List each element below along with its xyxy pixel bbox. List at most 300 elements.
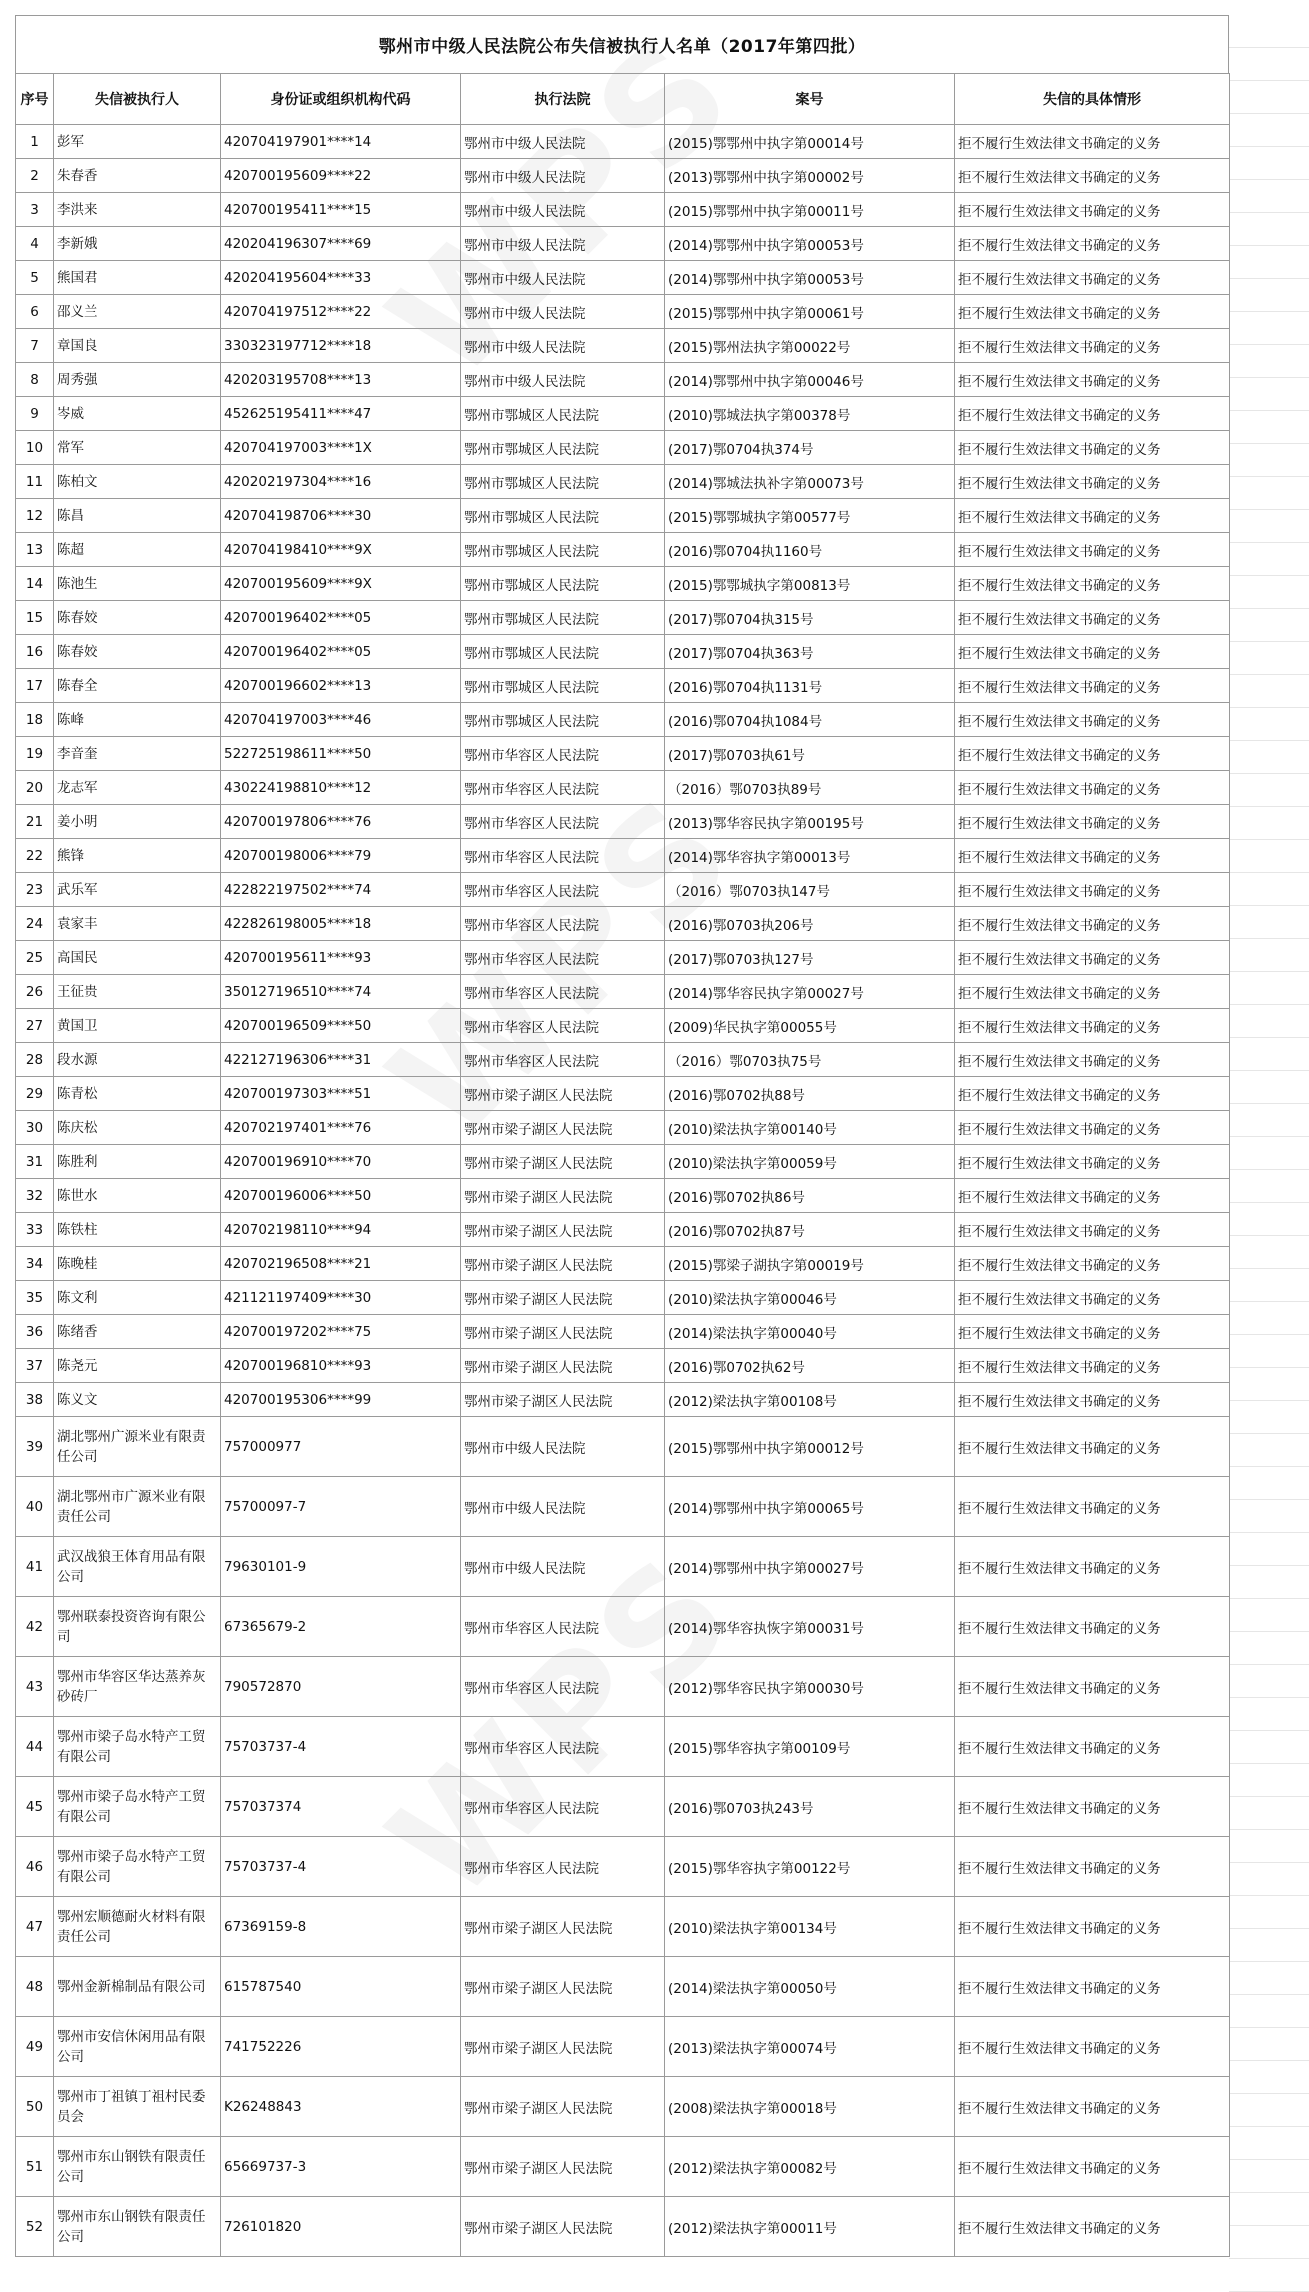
row-case-number: (2010)梁法执字第00140号: [665, 1111, 955, 1145]
row-number: 46: [16, 1837, 54, 1897]
row-court: 鄂州市鄂城区人民法院: [461, 703, 665, 737]
row-court: 鄂州市华容区人民法院: [461, 1597, 665, 1657]
table-row: [16, 1417, 1230, 1477]
row-name: 鄂州金新棉制品有限公司: [54, 1957, 221, 2017]
row-name: 熊国君: [54, 261, 221, 295]
defaulter-table: [15, 73, 1230, 2257]
row-reason: 拒不履行生效法律文书确定的义务: [955, 839, 1230, 873]
row-number: 50: [16, 2077, 54, 2137]
row-case-number: (2016)鄂0702执88号: [665, 1077, 955, 1111]
row-case-number: (2015)鄂华容执字第00122号: [665, 1837, 955, 1897]
header-court: 执行法院: [461, 74, 665, 125]
row-number: 43: [16, 1657, 54, 1717]
row-reason: 拒不履行生效法律文书确定的义务: [955, 1281, 1230, 1315]
table-row: [16, 2197, 1230, 2257]
row-court: 鄂州市梁子湖区人民法院: [461, 1897, 665, 1957]
table-row: [16, 397, 1230, 431]
row-reason: 拒不履行生效法律文书确定的义务: [955, 1111, 1230, 1145]
row-case-number: (2014)鄂鄂州中执字第00027号: [665, 1537, 955, 1597]
table-row: [16, 1315, 1230, 1349]
row-reason: 拒不履行生效法律文书确定的义务: [955, 567, 1230, 601]
row-name: 陈晚桂: [54, 1247, 221, 1281]
row-court: 鄂州市梁子湖区人民法院: [461, 1179, 665, 1213]
row-number: 29: [16, 1077, 54, 1111]
row-court: 鄂州市鄂城区人民法院: [461, 635, 665, 669]
row-reason: 拒不履行生效法律文书确定的义务: [955, 159, 1230, 193]
row-id-code: 420702198110****94: [221, 1213, 461, 1247]
row-reason: 拒不履行生效法律文书确定的义务: [955, 2077, 1230, 2137]
row-reason: 拒不履行生效法律文书确定的义务: [955, 533, 1230, 567]
row-number: 8: [16, 363, 54, 397]
header-row: [16, 74, 1230, 125]
row-case-number: (2015)鄂鄂州中执字第00012号: [665, 1417, 955, 1477]
row-name: 陈峰: [54, 703, 221, 737]
row-number: 11: [16, 465, 54, 499]
row-id-code: 741752226: [221, 2017, 461, 2077]
row-number: 48: [16, 1957, 54, 2017]
row-id-code: 420204195604****33: [221, 261, 461, 295]
row-number: 45: [16, 1777, 54, 1837]
row-id-code: 420700196810****93: [221, 1349, 461, 1383]
row-court: 鄂州市中级人民法院: [461, 227, 665, 261]
row-case-number: (2014)梁法执字第00040号: [665, 1315, 955, 1349]
row-number: 4: [16, 227, 54, 261]
row-reason: 拒不履行生效法律文书确定的义务: [955, 2137, 1230, 2197]
row-name: 鄂州市梁子岛水特产工贸有限公司: [54, 1777, 221, 1837]
row-number: 7: [16, 329, 54, 363]
table-row: [16, 567, 1230, 601]
row-name: 朱春香: [54, 159, 221, 193]
row-reason: 拒不履行生效法律文书确定的义务: [955, 295, 1230, 329]
row-case-number: (2015)鄂鄂城执字第00577号: [665, 499, 955, 533]
row-id-code: K26248843: [221, 2077, 461, 2137]
row-id-code: 420704198706****30: [221, 499, 461, 533]
row-case-number: (2013)梁法执字第00074号: [665, 2017, 955, 2077]
row-court: 鄂州市华容区人民法院: [461, 1837, 665, 1897]
row-court: 鄂州市中级人民法院: [461, 125, 665, 159]
row-reason: 拒不履行生效法律文书确定的义务: [955, 363, 1230, 397]
row-case-number: (2015)鄂华容执字第00109号: [665, 1717, 955, 1777]
row-name: 鄂州市梁子岛水特产工贸有限公司: [54, 1717, 221, 1777]
row-reason: 拒不履行生效法律文书确定的义务: [955, 1597, 1230, 1657]
row-name: 黄国卫: [54, 1009, 221, 1043]
row-reason: 拒不履行生效法律文书确定的义务: [955, 227, 1230, 261]
row-id-code: 420702197401****76: [221, 1111, 461, 1145]
row-court: 鄂州市鄂城区人民法院: [461, 397, 665, 431]
row-court: 鄂州市梁子湖区人民法院: [461, 1145, 665, 1179]
row-reason: 拒不履行生效法律文书确定的义务: [955, 2197, 1230, 2257]
row-reason: 拒不履行生效法律文书确定的义务: [955, 1537, 1230, 1597]
row-name: 陈青松: [54, 1077, 221, 1111]
row-case-number: (2014)梁法执字第00050号: [665, 1957, 955, 2017]
row-number: 23: [16, 873, 54, 907]
row-court: 鄂州市华容区人民法院: [461, 1043, 665, 1077]
row-number: 32: [16, 1179, 54, 1213]
row-case-number: (2016)鄂0704执1084号: [665, 703, 955, 737]
header-case: 案号: [665, 74, 955, 125]
row-number: 12: [16, 499, 54, 533]
row-number: 5: [16, 261, 54, 295]
row-case-number: (2012)梁法执字第00011号: [665, 2197, 955, 2257]
row-case-number: （2016）鄂0703执75号: [665, 1043, 955, 1077]
row-id-code: 420700197303****51: [221, 1077, 461, 1111]
row-reason: 拒不履行生效法律文书确定的义务: [955, 499, 1230, 533]
row-id-code: 420700195609****22: [221, 159, 461, 193]
row-reason: 拒不履行生效法律文书确定的义务: [955, 907, 1230, 941]
table-row: [16, 2137, 1230, 2197]
row-name: 鄂州市丁祖镇丁祖村民委员会: [54, 2077, 221, 2137]
table-row: [16, 1837, 1230, 1897]
row-court: 鄂州市梁子湖区人民法院: [461, 2017, 665, 2077]
row-name: 鄂州宏顺德耐火材料有限责任公司: [54, 1897, 221, 1957]
row-name: 章国良: [54, 329, 221, 363]
row-name: 邵义兰: [54, 295, 221, 329]
table-row: [16, 1247, 1230, 1281]
row-case-number: (2009)华民执字第00055号: [665, 1009, 955, 1043]
row-court: 鄂州市华容区人民法院: [461, 1009, 665, 1043]
row-id-code: 422127196306****31: [221, 1043, 461, 1077]
row-name: 袁家丰: [54, 907, 221, 941]
row-reason: 拒不履行生效法律文书确定的义务: [955, 703, 1230, 737]
row-court: 鄂州市华容区人民法院: [461, 1777, 665, 1837]
row-number: 21: [16, 805, 54, 839]
table-row: [16, 1009, 1230, 1043]
row-name: 岑威: [54, 397, 221, 431]
table-row: [16, 1213, 1230, 1247]
row-reason: 拒不履行生效法律文书确定的义务: [955, 669, 1230, 703]
row-id-code: 522725198611****50: [221, 737, 461, 771]
row-id-code: 726101820: [221, 2197, 461, 2257]
table-row: [16, 227, 1230, 261]
row-number: 19: [16, 737, 54, 771]
row-id-code: 67365679-2: [221, 1597, 461, 1657]
row-case-number: (2016)鄂0702执62号: [665, 1349, 955, 1383]
table-row: [16, 669, 1230, 703]
row-case-number: (2015)鄂鄂城执字第00813号: [665, 567, 955, 601]
row-number: 1: [16, 125, 54, 159]
row-name: 陈超: [54, 533, 221, 567]
row-court: 鄂州市华容区人民法院: [461, 907, 665, 941]
empty-grid-column: [1229, 15, 1309, 2292]
row-name: 鄂州联泰投资咨询有限公司: [54, 1597, 221, 1657]
row-reason: 拒不履行生效法律文书确定的义务: [955, 1417, 1230, 1477]
row-case-number: (2017)鄂0703执61号: [665, 737, 955, 771]
table-row: [16, 805, 1230, 839]
row-name: 陈庆松: [54, 1111, 221, 1145]
row-court: 鄂州市梁子湖区人民法院: [461, 1957, 665, 2017]
row-id-code: 350127196510****74: [221, 975, 461, 1009]
row-court: 鄂州市梁子湖区人民法院: [461, 2137, 665, 2197]
row-court: 鄂州市鄂城区人民法院: [461, 465, 665, 499]
header-id: 身份证或组织机构代码: [221, 74, 461, 125]
row-court: 鄂州市梁子湖区人民法院: [461, 1213, 665, 1247]
row-reason: 拒不履行生效法律文书确定的义务: [955, 1077, 1230, 1111]
row-case-number: (2010)鄂城法执字第00378号: [665, 397, 955, 431]
table-row: [16, 1111, 1230, 1145]
row-name: 鄂州市东山钢铁有限责任公司: [54, 2197, 221, 2257]
table-row: [16, 1383, 1230, 1417]
table-row: [16, 941, 1230, 975]
row-id-code: 420700195306****99: [221, 1383, 461, 1417]
row-number: 25: [16, 941, 54, 975]
row-id-code: 420700196509****50: [221, 1009, 461, 1043]
row-name: 龙志军: [54, 771, 221, 805]
row-reason: 拒不履行生效法律文书确定的义务: [955, 1477, 1230, 1537]
row-number: 40: [16, 1477, 54, 1537]
row-court: 鄂州市梁子湖区人民法院: [461, 1111, 665, 1145]
row-court: 鄂州市中级人民法院: [461, 329, 665, 363]
table-row: [16, 601, 1230, 635]
row-name: 湖北鄂州广源米业有限责任公司: [54, 1417, 221, 1477]
row-case-number: (2014)鄂鄂州中执字第00046号: [665, 363, 955, 397]
row-number: 30: [16, 1111, 54, 1145]
table-row: [16, 1145, 1230, 1179]
row-reason: 拒不履行生效法律文书确定的义务: [955, 635, 1230, 669]
row-number: 38: [16, 1383, 54, 1417]
row-court: 鄂州市中级人民法院: [461, 1477, 665, 1537]
row-case-number: (2016)鄂0702执87号: [665, 1213, 955, 1247]
table-row: [16, 499, 1230, 533]
row-id-code: 420700197806****76: [221, 805, 461, 839]
row-case-number: (2015)鄂梁子湖执字第00019号: [665, 1247, 955, 1281]
table-row: [16, 873, 1230, 907]
row-name: 王征贵: [54, 975, 221, 1009]
row-number: 41: [16, 1537, 54, 1597]
row-case-number: (2012)鄂华容民执字第00030号: [665, 1657, 955, 1717]
row-case-number: (2016)鄂0703执206号: [665, 907, 955, 941]
table-row: [16, 1477, 1230, 1537]
row-court: 鄂州市华容区人民法院: [461, 805, 665, 839]
row-court: 鄂州市中级人民法院: [461, 159, 665, 193]
table-row: [16, 1077, 1230, 1111]
row-name: 熊锋: [54, 839, 221, 873]
row-name: 陈文利: [54, 1281, 221, 1315]
row-court: 鄂州市华容区人民法院: [461, 771, 665, 805]
row-court: 鄂州市中级人民法院: [461, 261, 665, 295]
row-reason: 拒不履行生效法律文书确定的义务: [955, 1349, 1230, 1383]
table-row: [16, 1777, 1230, 1837]
row-court: 鄂州市梁子湖区人民法院: [461, 1349, 665, 1383]
row-id-code: 420700197202****75: [221, 1315, 461, 1349]
row-id-code: 420700196402****05: [221, 635, 461, 669]
row-case-number: (2015)鄂州法执字第00022号: [665, 329, 955, 363]
row-number: 33: [16, 1213, 54, 1247]
row-reason: 拒不履行生效法律文书确定的义务: [955, 1657, 1230, 1717]
row-case-number: (2014)鄂鄂州中执字第00053号: [665, 261, 955, 295]
row-number: 20: [16, 771, 54, 805]
row-number: 17: [16, 669, 54, 703]
table-row: [16, 703, 1230, 737]
row-reason: 拒不履行生效法律文书确定的义务: [955, 125, 1230, 159]
table-row: [16, 1349, 1230, 1383]
row-number: 31: [16, 1145, 54, 1179]
row-case-number: (2014)鄂鄂州中执字第00053号: [665, 227, 955, 261]
row-id-code: 420704197512****22: [221, 295, 461, 329]
row-id-code: 420704197003****46: [221, 703, 461, 737]
row-id-code: 420704197003****1X: [221, 431, 461, 465]
row-id-code: 420700195611****93: [221, 941, 461, 975]
row-reason: 拒不履行生效法律文书确定的义务: [955, 1179, 1230, 1213]
row-court: 鄂州市梁子湖区人民法院: [461, 1077, 665, 1111]
row-number: 3: [16, 193, 54, 227]
row-id-code: 790572870: [221, 1657, 461, 1717]
table-row: [16, 1597, 1230, 1657]
row-name: 李新娥: [54, 227, 221, 261]
row-reason: 拒不履行生效法律文书确定的义务: [955, 1717, 1230, 1777]
row-id-code: 421121197409****30: [221, 1281, 461, 1315]
row-name: 陈尧元: [54, 1349, 221, 1383]
table-row: [16, 1657, 1230, 1717]
row-court: 鄂州市鄂城区人民法院: [461, 499, 665, 533]
row-court: 鄂州市中级人民法院: [461, 1537, 665, 1597]
row-number: 26: [16, 975, 54, 1009]
row-id-code: 420700198006****79: [221, 839, 461, 873]
row-case-number: (2016)鄂0702执86号: [665, 1179, 955, 1213]
row-name: 周秀强: [54, 363, 221, 397]
table-row: [16, 839, 1230, 873]
row-court: 鄂州市华容区人民法院: [461, 839, 665, 873]
row-name: 高国民: [54, 941, 221, 975]
row-name: 常军: [54, 431, 221, 465]
row-court: 鄂州市华容区人民法院: [461, 1717, 665, 1777]
row-id-code: 420700195609****9X: [221, 567, 461, 601]
table-row: [16, 261, 1230, 295]
row-case-number: (2016)鄂0703执243号: [665, 1777, 955, 1837]
row-reason: 拒不履行生效法律文书确定的义务: [955, 737, 1230, 771]
row-reason: 拒不履行生效法律文书确定的义务: [955, 1213, 1230, 1247]
row-id-code: 420700196602****13: [221, 669, 461, 703]
row-case-number: (2010)梁法执字第00059号: [665, 1145, 955, 1179]
table-row: [16, 1537, 1230, 1597]
header-reason: 失信的具体情形: [955, 74, 1230, 125]
row-case-number: (2015)鄂鄂州中执字第00061号: [665, 295, 955, 329]
row-reason: 拒不履行生效法律文书确定的义务: [955, 329, 1230, 363]
row-number: 34: [16, 1247, 54, 1281]
row-court: 鄂州市中级人民法院: [461, 295, 665, 329]
row-number: 24: [16, 907, 54, 941]
row-case-number: (2017)鄂0704执363号: [665, 635, 955, 669]
row-number: 16: [16, 635, 54, 669]
row-number: 18: [16, 703, 54, 737]
row-number: 52: [16, 2197, 54, 2257]
row-number: 9: [16, 397, 54, 431]
row-court: 鄂州市华容区人民法院: [461, 873, 665, 907]
row-number: 39: [16, 1417, 54, 1477]
row-case-number: (2016)鄂0704执1131号: [665, 669, 955, 703]
row-number: 15: [16, 601, 54, 635]
row-court: 鄂州市华容区人民法院: [461, 975, 665, 1009]
row-reason: 拒不履行生效法律文书确定的义务: [955, 1777, 1230, 1837]
row-number: 13: [16, 533, 54, 567]
row-id-code: 420700195411****15: [221, 193, 461, 227]
row-number: 35: [16, 1281, 54, 1315]
table-row: [16, 975, 1230, 1009]
row-name: 陈铁柱: [54, 1213, 221, 1247]
row-id-code: 420204196307****69: [221, 227, 461, 261]
row-name: 陈胜利: [54, 1145, 221, 1179]
row-id-code: 420203195708****13: [221, 363, 461, 397]
row-case-number: (2015)鄂鄂州中执字第00011号: [665, 193, 955, 227]
row-court: 鄂州市梁子湖区人民法院: [461, 1383, 665, 1417]
row-number: 10: [16, 431, 54, 465]
row-id-code: 75703737-4: [221, 1717, 461, 1777]
row-name: 武乐军: [54, 873, 221, 907]
row-number: 51: [16, 2137, 54, 2197]
row-reason: 拒不履行生效法律文书确定的义务: [955, 1897, 1230, 1957]
row-court: 鄂州市华容区人民法院: [461, 941, 665, 975]
table-row: [16, 1957, 1230, 2017]
row-number: 2: [16, 159, 54, 193]
row-number: 49: [16, 2017, 54, 2077]
table-row: [16, 533, 1230, 567]
table-row: [16, 737, 1230, 771]
row-court: 鄂州市中级人民法院: [461, 193, 665, 227]
row-court: 鄂州市中级人民法院: [461, 1417, 665, 1477]
row-case-number: (2008)梁法执字第00018号: [665, 2077, 955, 2137]
table-row: [16, 363, 1230, 397]
row-name: 陈春全: [54, 669, 221, 703]
row-number: 37: [16, 1349, 54, 1383]
row-case-number: (2014)鄂华容执恢字第00031号: [665, 1597, 955, 1657]
row-number: 6: [16, 295, 54, 329]
row-number: 27: [16, 1009, 54, 1043]
row-reason: 拒不履行生效法律文书确定的义务: [955, 193, 1230, 227]
row-reason: 拒不履行生效法律文书确定的义务: [955, 1383, 1230, 1417]
row-name: 李洪来: [54, 193, 221, 227]
row-reason: 拒不履行生效法律文书确定的义务: [955, 601, 1230, 635]
row-id-code: 757000977: [221, 1417, 461, 1477]
row-court: 鄂州市华容区人民法院: [461, 1657, 665, 1717]
row-id-code: 75703737-4: [221, 1837, 461, 1897]
row-reason: 拒不履行生效法律文书确定的义务: [955, 873, 1230, 907]
row-case-number: (2012)梁法执字第00082号: [665, 2137, 955, 2197]
row-case-number: (2017)鄂0704执374号: [665, 431, 955, 465]
row-name: 陈义文: [54, 1383, 221, 1417]
row-id-code: 420700196402****05: [221, 601, 461, 635]
row-id-code: 79630101-9: [221, 1537, 461, 1597]
row-name: 陈柏文: [54, 465, 221, 499]
table-row: [16, 771, 1230, 805]
row-reason: 拒不履行生效法律文书确定的义务: [955, 1145, 1230, 1179]
table-body: [16, 125, 1230, 2257]
spreadsheet: [15, 15, 1229, 2257]
table-row: [16, 635, 1230, 669]
row-number: 36: [16, 1315, 54, 1349]
row-reason: 拒不履行生效法律文书确定的义务: [955, 1315, 1230, 1349]
row-name: 鄂州市梁子岛水特产工贸有限公司: [54, 1837, 221, 1897]
row-reason: 拒不履行生效法律文书确定的义务: [955, 2017, 1230, 2077]
table-row: [16, 125, 1230, 159]
row-id-code: 75700097-7: [221, 1477, 461, 1537]
row-id-code: 420202197304****16: [221, 465, 461, 499]
table-row: [16, 465, 1230, 499]
row-name: 陈昌: [54, 499, 221, 533]
table-row: [16, 329, 1230, 363]
row-name: 鄂州市东山钢铁有限责任公司: [54, 2137, 221, 2197]
row-number: 47: [16, 1897, 54, 1957]
row-case-number: (2013)鄂鄂州中执字第00002号: [665, 159, 955, 193]
row-reason: 拒不履行生效法律文书确定的义务: [955, 431, 1230, 465]
row-court: 鄂州市鄂城区人民法院: [461, 567, 665, 601]
row-number: 42: [16, 1597, 54, 1657]
row-number: 22: [16, 839, 54, 873]
row-court: 鄂州市鄂城区人民法院: [461, 669, 665, 703]
row-reason: 拒不履行生效法律文书确定的义务: [955, 1247, 1230, 1281]
row-id-code: 422822197502****74: [221, 873, 461, 907]
row-court: 鄂州市梁子湖区人民法院: [461, 2197, 665, 2257]
row-reason: 拒不履行生效法律文书确定的义务: [955, 465, 1230, 499]
row-name: 湖北鄂州市广源米业有限责任公司: [54, 1477, 221, 1537]
